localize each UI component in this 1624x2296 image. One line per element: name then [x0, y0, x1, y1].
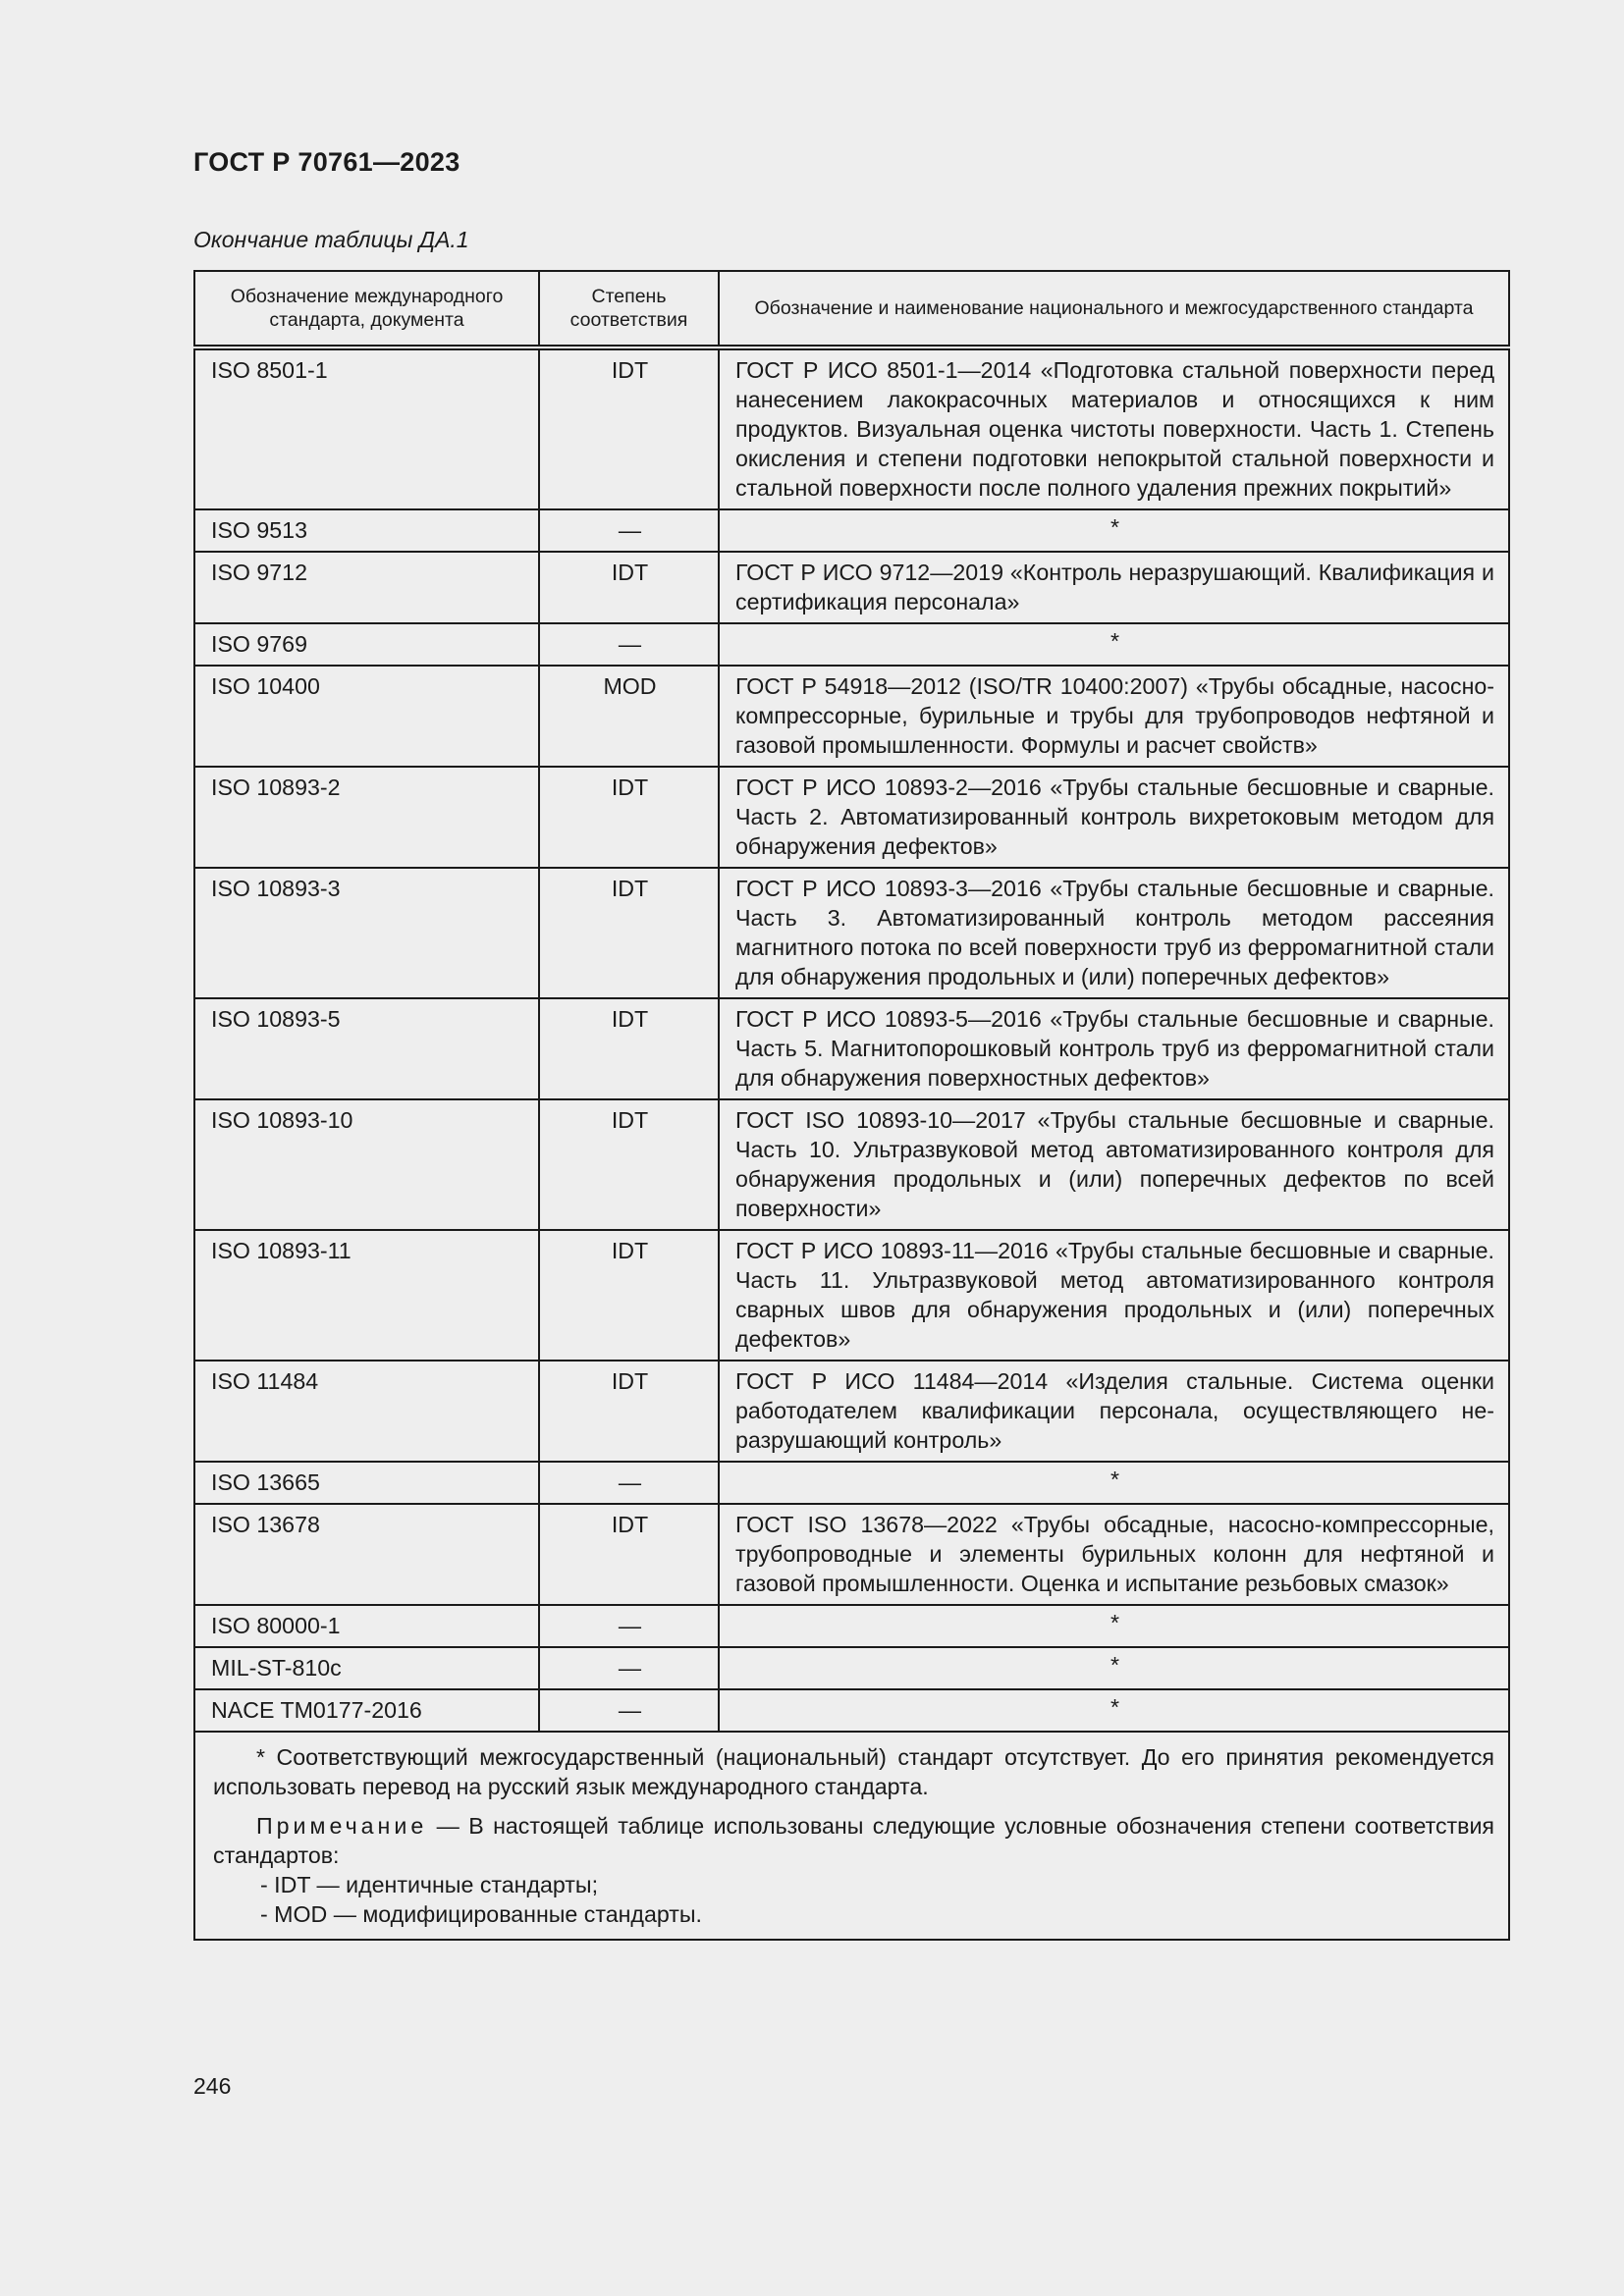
document-header: ГОСТ Р 70761—2023	[193, 147, 460, 177]
cell-national-standard: ГОСТ Р ИСО 8501-1—2014 «Подготовка стальной поверхности перед нанесением лакокрасочных материалов и относящихся к ним продуктов. Визуальная оценка чистоты поверхности. Часть 1. Степень окисления и степени подготовки непокрытой стальной поверхности и стальной поверхности после полного удаления прежних покрытий»	[719, 347, 1509, 509]
note-label: Примечание	[256, 1813, 428, 1839]
cell-degree: —	[539, 1605, 719, 1647]
cell-national-standard: *	[719, 1647, 1509, 1689]
cell-degree: IDT	[539, 767, 719, 868]
cell-degree: IDT	[539, 1099, 719, 1230]
table-row	[194, 1230, 1509, 1361]
table-footer-row	[194, 1732, 1509, 1940]
cell-international-standard: ISO 9513	[194, 509, 539, 552]
column-header-degree: Степень соответствия	[539, 271, 719, 347]
table-row	[194, 552, 1509, 623]
cell-international-standard: ISO 10400	[194, 666, 539, 767]
cell-national-standard: ГОСТ Р ИСО 10893-2—2016 «Трубы стальные бесшовные и сварные. Часть 2. Автоматизированный контроль вихретоковым методом для обнаружения дефектов»	[719, 767, 1509, 868]
note-item-mod: - MOD — модифицированные стандарты.	[260, 1901, 702, 1927]
note-paragraph	[213, 1811, 1494, 1870]
table-row	[194, 1099, 1509, 1230]
cell-national-standard: ГОСТ Р ИСО 10893-11—2016 «Трубы стальные бесшовные и сварные. Часть 11. Ультразвуковой метод автоматизированного контроля сварных швов для обнаружения продольных и (или) поперечных дефектов»	[719, 1230, 1509, 1361]
cell-degree: —	[539, 509, 719, 552]
cell-national-standard: ГОСТ ISO 10893-10—2017 «Трубы стальные бесшовные и сварные. Часть 10. Ультразвуковой метод автоматизированного контроля для обнаружения продольных и (или) поперечных дефектов по всей поверхности»	[719, 1099, 1509, 1230]
cell-international-standard: NACE TM0177-2016	[194, 1689, 539, 1732]
cell-national-standard: *	[719, 623, 1509, 666]
cell-national-standard: ГОСТ Р ИСО 9712—2019 «Контроль неразрушающий. Квалификация и сертификация персонала»	[719, 552, 1509, 623]
cell-degree: —	[539, 1647, 719, 1689]
cell-national-standard: *	[719, 1689, 1509, 1732]
table-row	[194, 1605, 1509, 1647]
cell-international-standard: ISO 13678	[194, 1504, 539, 1605]
page-number: 246	[193, 2073, 232, 2099]
cell-degree: IDT	[539, 1504, 719, 1605]
table-row	[194, 1504, 1509, 1605]
footnote: * Соответствующий межгосударственный (национальный) стандарт отсутствует. До его принятия рекомендуется использовать перевод на русский язык международного стандарта.	[213, 1744, 1494, 1799]
table-row	[194, 623, 1509, 666]
cell-international-standard: ISO 9712	[194, 552, 539, 623]
cell-international-standard: ISO 10893-5	[194, 998, 539, 1099]
cell-international-standard: ISO 13665	[194, 1462, 539, 1504]
table-row	[194, 767, 1509, 868]
cell-international-standard: ISO 9769	[194, 623, 539, 666]
cell-national-standard: ГОСТ Р ИСО 10893-3—2016 «Трубы стальные бесшовные и сварные. Часть 3. Автоматизированный контроль методом рассеяния магнитного потока по всей поверхности труб из ферромагнитной стали для обнаружения продольных и (или) поперечных дефектов»	[719, 868, 1509, 998]
cell-national-standard: ГОСТ Р ИСО 10893-5—2016 «Трубы стальные бесшовные и сварные. Часть 5. Магнитопорошковый контроль труб из ферромагнитной стали для обнаружения поверхностных дефектов»	[719, 998, 1509, 1099]
cell-degree: IDT	[539, 552, 719, 623]
cell-degree: IDT	[539, 347, 719, 509]
cell-international-standard: ISO 8501-1	[194, 347, 539, 509]
cell-degree: —	[539, 1462, 719, 1504]
note-item-idt: - IDT — идентичные стандарты;	[260, 1872, 599, 1897]
table-row	[194, 1462, 1509, 1504]
cell-degree: IDT	[539, 1361, 719, 1462]
cell-national-standard: ГОСТ ISO 13678—2022 «Трубы обсадные, насосно-компрессорные, трубопроводные и элементы бурильных колонн для нефтяной и газовой промышленности. Оценка и испытание резьбовых смазок»	[719, 1504, 1509, 1605]
cell-international-standard: MIL-ST-810c	[194, 1647, 539, 1689]
cell-degree: IDT	[539, 998, 719, 1099]
cell-degree: —	[539, 623, 719, 666]
table-body	[194, 347, 1509, 1732]
cell-international-standard: ISO 10893-3	[194, 868, 539, 998]
table-row	[194, 666, 1509, 767]
column-header-international-standard: Обозначение международного стандарта, документа	[194, 271, 539, 347]
table-row	[194, 868, 1509, 998]
table-notes	[194, 1732, 1509, 1940]
standards-table-container	[193, 270, 1508, 1941]
table-header-row	[194, 271, 1509, 347]
cell-international-standard: ISO 80000-1	[194, 1605, 539, 1647]
cell-international-standard: ISO 10893-11	[194, 1230, 539, 1361]
cell-national-standard: *	[719, 509, 1509, 552]
table-row	[194, 1361, 1509, 1462]
table-row	[194, 1689, 1509, 1732]
standards-table	[193, 270, 1510, 1941]
column-header-national-standard: Обозначение и наименование национального и межгосударственного стандарта	[719, 271, 1509, 347]
table-caption: Окончание таблицы ДА.1	[193, 227, 469, 252]
cell-international-standard: ISO 10893-2	[194, 767, 539, 868]
cell-national-standard: ГОСТ Р 54918—2012 (ISO/TR 10400:2007) «Трубы обсадные, насосно-компрессорные, бурильные и трубы для трубопроводов нефтяной и газовой промышленности. Формулы и расчет свойств»	[719, 666, 1509, 767]
cell-international-standard: ISO 11484	[194, 1361, 539, 1462]
cell-national-standard: *	[719, 1462, 1509, 1504]
cell-degree: IDT	[539, 868, 719, 998]
cell-degree: MOD	[539, 666, 719, 767]
cell-degree: —	[539, 1689, 719, 1732]
note-text: — В настоящей таблице использованы следующие условные обозначения степени соответствия стандартов:	[213, 1813, 1494, 1868]
table-row	[194, 347, 1509, 509]
table-row	[194, 998, 1509, 1099]
cell-degree: IDT	[539, 1230, 719, 1361]
table-row	[194, 1647, 1509, 1689]
cell-international-standard: ISO 10893-10	[194, 1099, 539, 1230]
cell-national-standard: *	[719, 1605, 1509, 1647]
cell-national-standard: ГОСТ Р ИСО 11484—2014 «Изделия стальные. Система оценки работодателем квалификации персонала, осуществляющего неразрушающий контроль»	[719, 1361, 1509, 1462]
table-row	[194, 509, 1509, 552]
